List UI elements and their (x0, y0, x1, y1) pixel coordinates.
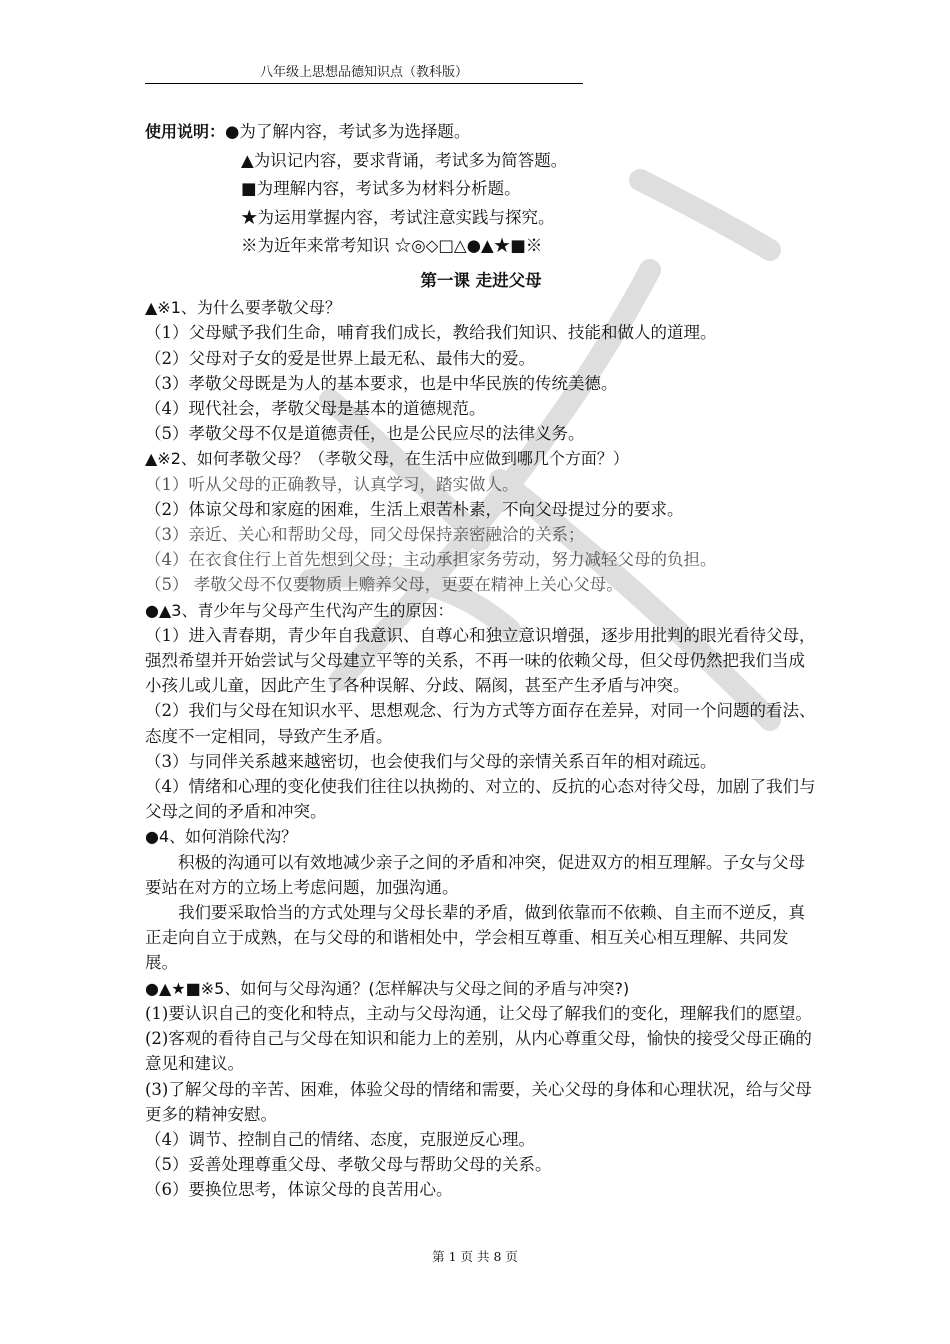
answer-item: （4）调节、控制自己的情绪、态度，克服逆反心理。 (145, 1129, 535, 1149)
question-heading: ●▲3、青少年与父母产生代沟产生的原因： (145, 600, 454, 620)
answer-item: （3）亲近、关心和帮助父母，同父母保持亲密融洽的关系； (145, 525, 585, 545)
usage-item: ★为运用掌握内容，考试注意实践与探究。 (241, 207, 555, 227)
usage-item: ※为近年来常考知识 ☆◎◇□△●▲★■※ (241, 236, 543, 255)
answer-item: （3）与同伴关系越来越密切，也会使我们与父母的亲情关系百年的相对疏远。 (145, 751, 717, 771)
answer-item: (2)客观的看待自己与父母在知识和能力上的差别，从内心尊重父母，愉快的接受父母正确的意见和建议。 (145, 1029, 812, 1074)
answer-item: （4）情绪和心理的变化使我们往往以执拗的、对立的、反抗的心态对待父母，加剧了我们与父母之间的矛盾和冲突。 (145, 777, 816, 822)
answer-item: （1）听从父母的正确教导，认真学习，踏实做人。 (145, 474, 519, 494)
answer-item: （1）进入青春期，青少年自我意识、自尊心和独立意识增强，逐步用批判的眼光看待父母，强烈希望并开始尝试与父母建立平等的关系，不再一味的依赖父母，但父母仍然把我们当成小孩儿或儿童，因此产生了各种误解、分歧、隔阂，甚至产生矛盾与冲突。 (145, 625, 816, 696)
page-header: 八年级上思想品德知识点（教科版） (145, 64, 583, 84)
lesson-content (145, 268, 817, 1203)
answer-item: （2）体谅父母和家庭的困难，生活上艰苦朴素，不向父母提过分的要求。 (145, 499, 684, 519)
answer-item: （6）要换位思考，体谅父母的良苦用心。 (145, 1180, 453, 1200)
answer-item: （5） 孝敬父母不仅要物质上赡养父母，更要在精神上关心父母。 (145, 575, 623, 595)
answer-item: （4）现代社会，孝敬父母是基本的道德规范。 (145, 399, 486, 419)
answer-paragraph: 积极的沟通可以有效地减少亲子之间的矛盾和冲突，促进双方的相互理解。子女与父母要站在对方的立场上考虑问题，加强沟通。 (145, 852, 805, 897)
answer-item: （5）妥善处理尊重父母、孝敬父母与帮助父母的关系。 (145, 1155, 552, 1175)
answer-item: （5）孝敬父母不仅是道德责任，也是公民应尽的法律义务。 (145, 424, 585, 444)
usage-item: ▲为识记内容，要求背诵，考试多为简答题。 (241, 150, 568, 170)
question-heading: ●4、如何消除代沟？ (145, 827, 298, 847)
answer-item: （3）孝敬父母既是为人的基本要求，也是中华民族的传统美德。 (145, 373, 618, 393)
answer-item: （1）父母赋予我们生命，哺育我们成长，教给我们知识、技能和做人的道理。 (145, 323, 717, 343)
usage-item: ■为理解内容，考试多为材料分析题。 (241, 179, 521, 198)
lesson-title: 第一课 走进父母 (420, 271, 542, 290)
usage-instructions (145, 118, 567, 261)
question-heading: ▲※1、为什么要孝敬父母？ (145, 298, 341, 318)
answer-item: (3)了解父母的辛苦、困难，体验父母的情绪和需要，关心父母的身体和心理状况，给与父母更多的精神安慰。 (145, 1079, 812, 1124)
page-footer: 第 1 页 共 8 页 (432, 1249, 518, 1264)
answer-item: （4）在衣食住行上首先想到父母；主动承担家务劳动，努力减轻父母的负担。 (145, 550, 717, 570)
usage-item: ●为了解内容，考试多为选择题。 (225, 122, 471, 141)
usage-line (145, 118, 567, 147)
answer-item: （2）父母对子女的爱是世界上最无私、最伟大的爱。 (145, 348, 535, 368)
answer-item: （2）我们与父母在知识水平、思想观念、行为方式等方面存在差异，对同一个问题的看法、态度不一定相同，导致产生矛盾。 (145, 701, 816, 746)
question-heading: ●▲★■※5、如何与父母沟通？(怎样解决与父母之间的矛盾与冲突?) (145, 978, 630, 998)
answer-paragraph: 我们要采取恰当的方式处理与父母长辈的矛盾，做到依靠而不依赖、自主而不逆反，真正走向自立于成熟，在与父母的和谐相处中，学会相互尊重、相互关心相互理解、共同发展。 (145, 903, 805, 973)
answer-item: (1)要认识自己的变化和特点，主动与父母沟通，让父母了解我们的变化，理解我们的愿望。 (145, 1003, 812, 1023)
usage-label: 使用说明： (145, 122, 226, 141)
question-heading: ▲※2、如何孝敬父母？（孝敬父母，在生活中应做到哪几个方面？） (145, 449, 629, 469)
